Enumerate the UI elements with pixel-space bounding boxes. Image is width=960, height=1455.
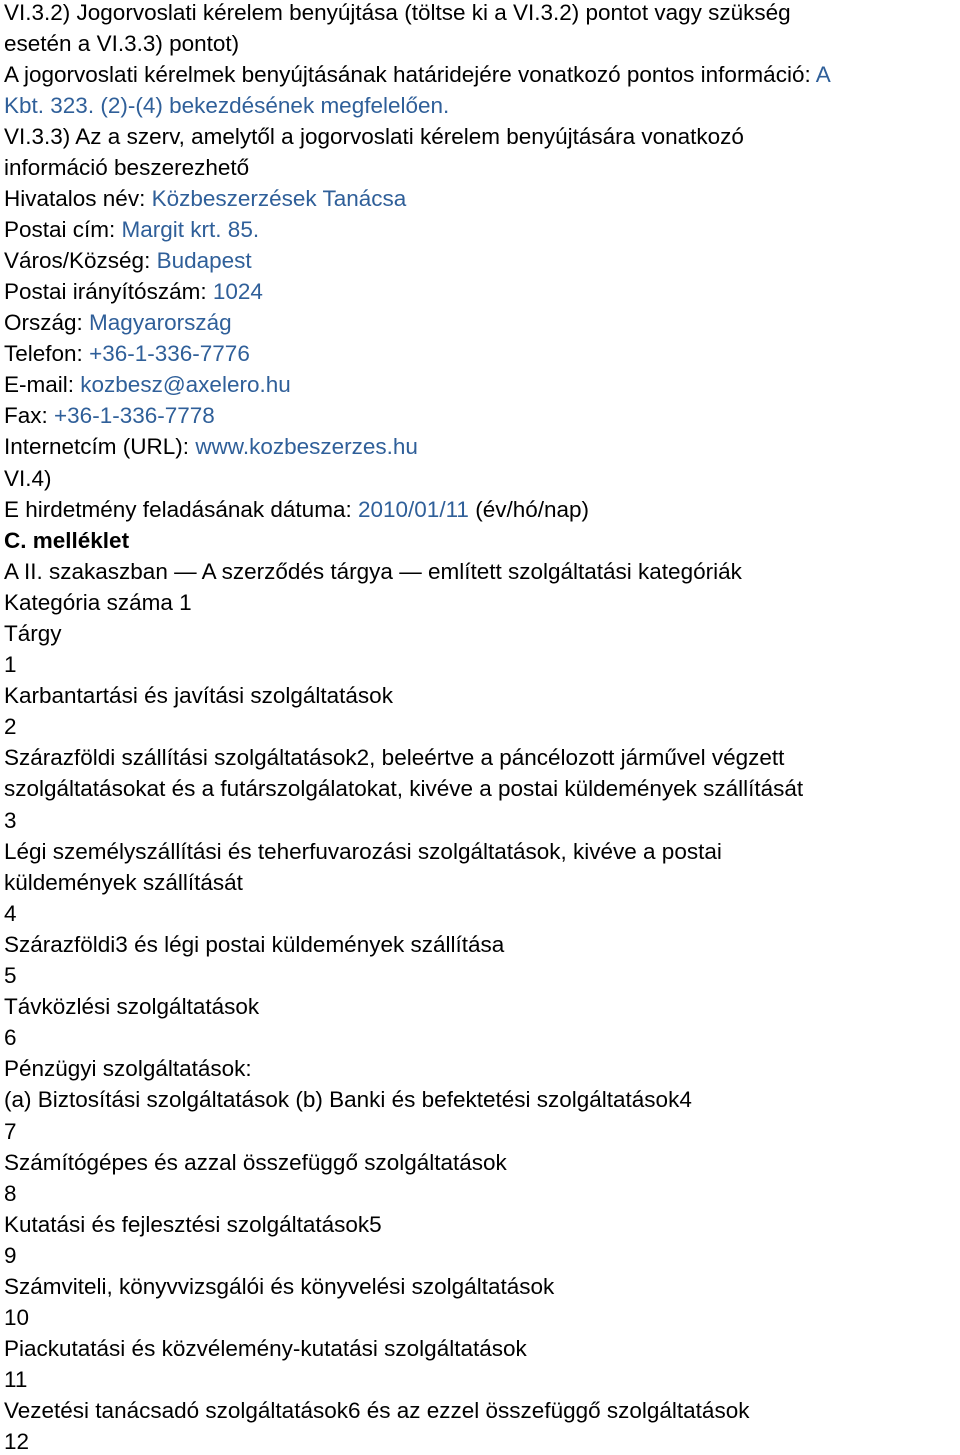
category-subject: (a) Biztosítási szolgáltatások (b) Banki és befektetési szolgáltatások4: [4, 1087, 692, 1112]
category-number: 4: [4, 901, 17, 926]
category-number: 2: [4, 714, 17, 739]
dispatch-date-line: [4, 497, 589, 523]
category-number: 8: [4, 1181, 17, 1206]
category-subject: Távközlési szolgáltatások: [4, 994, 260, 1019]
category-subject: Pénzügyi szolgáltatások:: [4, 1056, 252, 1081]
section-heading: VI.3.2) Jogorvoslati kérelem benyújtása (töltse ki a VI.3.2) pontot vagy szükség: [4, 0, 791, 25]
dispatch-date-format: (év/hó/nap): [475, 497, 590, 522]
category-subject: Szárazföldi szállítási szolgáltatások2, beleértve a páncélozott járművel végzett: [4, 745, 785, 770]
contact-label: Fax:: [4, 403, 48, 428]
contact-value: Budapest: [156, 248, 252, 273]
contact-value: 1024: [212, 279, 263, 304]
category-number: 1: [4, 652, 17, 677]
vi4-heading: VI.4): [4, 466, 52, 491]
category-number: 3: [4, 808, 17, 833]
category-subject: Számítógépes és azzal összefüggő szolgáltatások: [4, 1150, 507, 1175]
category-number: 6: [4, 1025, 17, 1050]
contact-label: Postai cím:: [4, 217, 116, 242]
contact-value: kozbesz@axelero.hu: [80, 372, 291, 397]
annex-title: C. melléklet: [4, 528, 130, 553]
contact-value: +36-1-336-7776: [89, 341, 250, 366]
contact-label: Ország:: [4, 310, 83, 335]
contact-label: Telefon:: [4, 341, 83, 366]
dispatch-date-value: 2010/01/11: [357, 497, 469, 522]
contact-value: +36-1-336-7778: [54, 403, 215, 428]
deadline-value: A: [815, 62, 831, 87]
category-number: 12: [4, 1429, 30, 1454]
category-subject: Szárazföldi3 és légi postai küldemények szállítása: [4, 932, 505, 957]
contact-label: Város/Község:: [4, 248, 151, 273]
category-number: 11: [4, 1367, 28, 1392]
category-subject: Számviteli, könyvvizsgálói és könyvelési szolgáltatások: [4, 1274, 555, 1299]
contact-row: [4, 403, 215, 429]
contact-value: Margit krt. 85.: [121, 217, 260, 242]
category-subject: Karbantartási és javítási szolgáltatások: [4, 683, 393, 708]
deadline-value-paragraph: (2)-(4) bekezdésének megfelelően.: [100, 93, 450, 118]
deadline-value-law: Kbt. 323.: [4, 93, 95, 118]
dispatch-date-label: E hirdetmény feladásának dátuma:: [4, 497, 352, 522]
category-subject: Kutatási és fejlesztési szolgáltatások5: [4, 1212, 382, 1237]
contact-value: www.kozbeszerzes.hu: [195, 434, 418, 459]
contact-value: Közbeszerzések Tanácsa: [151, 186, 407, 211]
category-number: 7: [4, 1119, 17, 1144]
category-header: Kategória száma 1: [4, 590, 192, 615]
contact-label: Hivatalos név:: [4, 186, 146, 211]
category-number: 9: [4, 1243, 17, 1268]
contact-value: Magyarország: [89, 310, 232, 335]
contact-label: Internetcím (URL):: [4, 434, 190, 459]
category-subject: Vezetési tanácsadó szolgáltatások6 és az ezzel összefüggő szolgáltatások: [4, 1398, 750, 1423]
contact-row: [4, 217, 259, 243]
section-heading-cont: esetén a VI.3.3) pontot): [4, 31, 240, 56]
category-subject: Piackutatási és közvélemény-kutatási szolgáltatások: [4, 1336, 527, 1361]
category-number: 5: [4, 963, 17, 988]
contact-row: [4, 186, 406, 212]
contact-label: E-mail:: [4, 372, 75, 397]
contact-row: [4, 341, 250, 367]
contact-row: [4, 279, 263, 305]
review-body-heading-cont: információ beszerezhető: [4, 155, 250, 180]
subject-header: Tárgy: [4, 621, 62, 646]
deadline-info-line: [4, 62, 831, 88]
category-number: 10: [4, 1305, 30, 1330]
review-body-heading: VI.3.3) Az a szerv, amelytől a jogorvoslati kérelem benyújtására vonatkozó: [4, 124, 744, 149]
contact-row: [4, 310, 232, 336]
annex-intro: A II. szakaszban — A szerződés tárgya — említett szolgáltatási kategóriák: [4, 559, 742, 584]
contact-row: [4, 248, 252, 274]
deadline-value-cont: [4, 93, 449, 119]
contact-label: Postai irányítószám:: [4, 279, 207, 304]
contact-row: [4, 372, 291, 398]
category-subject: szolgáltatásokat és a futárszolgálatokat, kivéve a postai küldemények szállítását: [4, 776, 804, 801]
category-subject: Légi személyszállítási és teherfuvarozási szolgáltatások, kivéve a postai: [4, 839, 722, 864]
category-subject: küldemények szállítását: [4, 870, 243, 895]
deadline-label: A jogorvoslati kérelmek benyújtásának határidejére vonatkozó pontos információ:: [4, 62, 811, 87]
contact-row: [4, 434, 418, 460]
